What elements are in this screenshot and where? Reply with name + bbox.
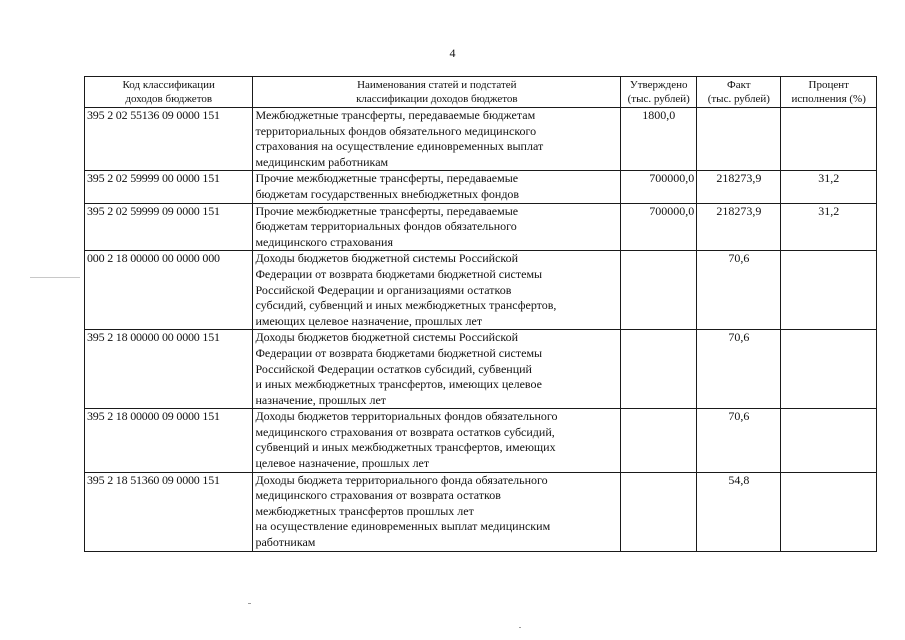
- header-approved-line: Утверждено: [629, 79, 688, 91]
- row-name-line: Прочие межбюджетные трансферты, передаваемые: [255, 203, 519, 218]
- row-name-line: и иных межбюджетных трансфертов, имеющих целевое: [255, 377, 542, 392]
- header-fact-line: Факт: [727, 79, 751, 91]
- table-header-row: [85, 77, 877, 108]
- row-name: [253, 171, 621, 203]
- row-approved: [621, 472, 697, 551]
- table-row: [85, 330, 877, 409]
- row-name: [253, 472, 621, 551]
- row-name-line: медицинским работникам: [255, 154, 389, 169]
- row-name-line: имеющих целевое назначение, прошлых лет: [255, 313, 483, 328]
- row-percent: 31,2: [781, 203, 877, 251]
- header-name: [253, 77, 621, 108]
- row-name-line: территориальных фондов обязательного медицинского: [255, 123, 537, 138]
- row-name-line: медицинского страхования от возврата остатков субсидий,: [255, 424, 555, 439]
- row-name-line: медицинского страхования: [255, 234, 393, 249]
- row-code: 395 2 18 51360 09 0000 151: [85, 472, 253, 551]
- row-name-line: Доходы бюджетов бюджетной системы Российской: [255, 251, 519, 266]
- row-name: [253, 251, 621, 330]
- row-name-line: бюджетам территориальных фондов обязательного: [255, 219, 517, 234]
- table-row: [85, 409, 877, 472]
- table-row: [85, 171, 877, 203]
- row-name-line: субвенций и иных межбюджетных трансфертов, имеющих: [255, 440, 556, 455]
- row-approved: [621, 330, 697, 409]
- header-code-line: Код классификации: [122, 79, 215, 91]
- header-approved-line: (тыс. рублей): [627, 93, 690, 105]
- row-approved: 700000,0: [621, 171, 697, 203]
- row-fact: 70,6: [697, 409, 781, 472]
- row-name-line: целевое назначение, прошлых лет: [255, 456, 430, 471]
- row-fact: 218273,9: [697, 203, 781, 251]
- row-fact: 70,6: [697, 330, 781, 409]
- table-row: [85, 203, 877, 251]
- scan-mark: [30, 277, 80, 278]
- row-code: 395 2 18 00000 09 0000 151: [85, 409, 253, 472]
- row-name-line: Российской Федерации остатков субсидий, субвенций: [255, 361, 532, 376]
- row-name-line: Российской Федерации и организациями остатков: [255, 282, 512, 297]
- row-code: 000 2 18 00000 00 0000 000: [85, 251, 253, 330]
- row-name-line: на осуществление единовременных выплат медицинским: [255, 519, 551, 534]
- row-approved: 700000,0: [621, 203, 697, 251]
- row-name-line: бюджетам государственных внебюджетных фондов: [255, 186, 520, 201]
- row-fact: 70,6: [697, 251, 781, 330]
- header-name-line: Наименования статей и подстатей: [357, 79, 517, 91]
- scan-mark: [519, 627, 521, 628]
- page-number: 4: [449, 46, 456, 60]
- row-name-line: Доходы бюджета территориального фонда обязательного: [255, 472, 548, 487]
- row-percent: [781, 409, 877, 472]
- budget-revenue-table: [84, 76, 877, 552]
- row-code: 395 2 02 59999 00 0000 151: [85, 171, 253, 203]
- row-name-line: медицинского страхования от возврата остатков: [255, 488, 501, 503]
- row-name-line: Федерации от возврата бюджетами бюджетной системы: [255, 345, 543, 360]
- row-code: 395 2 18 00000 00 0000 151: [85, 330, 253, 409]
- row-fact: 54,8: [697, 472, 781, 551]
- row-percent: [781, 251, 877, 330]
- scan-mark: [248, 603, 251, 604]
- row-name-line: Федерации от возврата бюджетами бюджетной системы: [255, 266, 543, 281]
- header-approved: [621, 77, 697, 108]
- header-fact: [697, 77, 781, 108]
- row-name-line: Прочие межбюджетные трансферты, передаваемые: [255, 171, 519, 186]
- row-name-line: работникам: [255, 535, 316, 550]
- row-name-line: межбюджетных трансфертов прошлых лет: [255, 503, 474, 518]
- header-code-line: доходов бюджетов: [125, 93, 213, 105]
- row-approved: [621, 409, 697, 472]
- row-name-line: Межбюджетные трансферты, передаваемые бюджетам: [255, 108, 536, 122]
- row-name-line: субсидий, субвенций и иных межбюджетных трансфертов,: [255, 298, 557, 313]
- header-percent-line: Процент: [808, 79, 849, 91]
- header-name-line: классификации доходов бюджетов: [356, 93, 518, 105]
- table-row: [85, 251, 877, 330]
- row-name-line: Доходы бюджетов территориальных фондов обязательного: [255, 409, 558, 424]
- table-row: [85, 472, 877, 551]
- header-percent: [781, 77, 877, 108]
- row-name-line: страхования на осуществление единовременных выплат: [255, 139, 544, 154]
- row-code: 395 2 02 55136 09 0000 151: [85, 108, 253, 171]
- row-name: [253, 108, 621, 171]
- row-approved: [621, 251, 697, 330]
- row-name: [253, 409, 621, 472]
- row-name-line: назначение, прошлых лет: [255, 392, 387, 407]
- row-percent: [781, 330, 877, 409]
- header-code: [85, 77, 253, 108]
- table-row: [85, 108, 877, 171]
- row-fact: 218273,9: [697, 171, 781, 203]
- row-approved: 1800,0: [621, 108, 697, 171]
- row-name: [253, 330, 621, 409]
- row-fact: [697, 108, 781, 171]
- row-name-line: Доходы бюджетов бюджетной системы Российской: [255, 330, 519, 345]
- row-percent: [781, 472, 877, 551]
- header-percent-line: исполнения (%): [791, 93, 866, 105]
- row-percent: [781, 108, 877, 171]
- row-code: 395 2 02 59999 09 0000 151: [85, 203, 253, 251]
- row-percent: 31,2: [781, 171, 877, 203]
- header-fact-line: (тыс. рублей): [707, 93, 770, 105]
- row-name: [253, 203, 621, 251]
